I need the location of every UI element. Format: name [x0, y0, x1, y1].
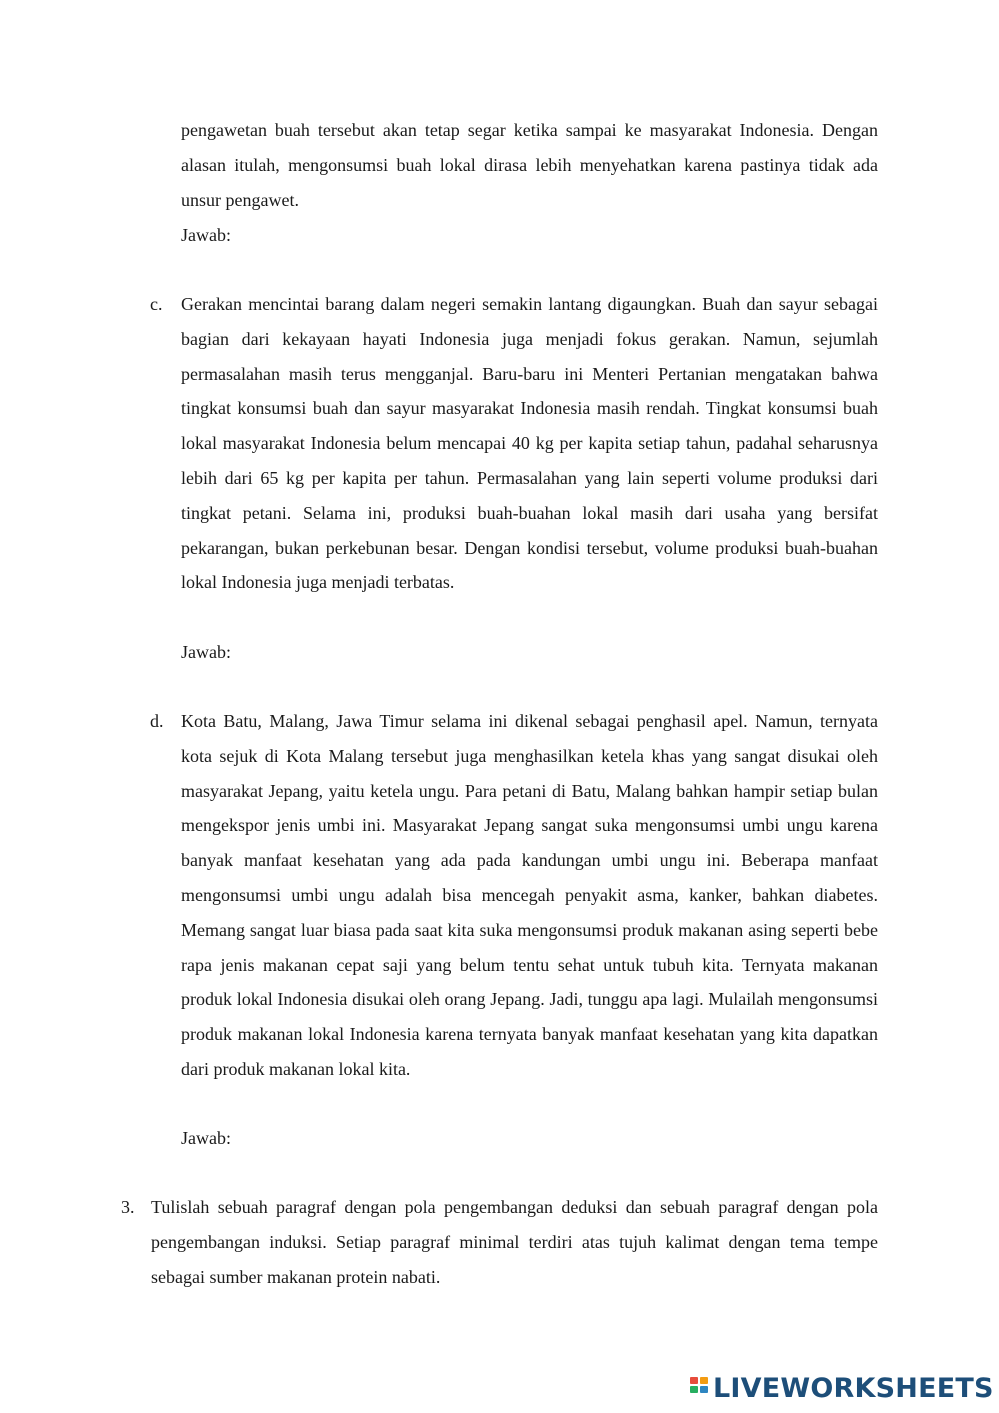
- logo-icon-block-green: [690, 1386, 698, 1393]
- question-3-text: Tulislah sebuah paragraf dengan pola pengembangan deduksi dan sebuah paragraf dengan pola pengembangan induksi. Setiap paragraf minimal terdiri atas tujuh kalimat dengan tema tempe sebagai sumber makanan protein nabati.: [151, 1197, 878, 1287]
- logo-icon-block-orange: [700, 1377, 708, 1384]
- lead-paragraph: pengawetan buah tersebut akan tetap segar ketika sampai ke masyarakat Indonesia. Dengan alasan itulah, mengonsumsi buah lokal dirasa lebih menyehatkan karena pastinya tidak ada unsur pengawet.: [181, 120, 878, 210]
- item-marker: d.: [150, 711, 164, 731]
- item-c-text: Gerakan mencintai barang dalam negeri semakin lantang digaungkan. Buah dan sayur sebagai bagian dari kekayaan hayati Indonesia juga menjadi fokus gerakan. Namun, sejumlah permasalahan masih terus mengganjal. Baru-baru ini Menteri Pertanian mengatakan bahwa tingkat konsumsi buah dan sayur masyarakat Indonesia masih rendah. Tingkat konsumsi buah lokal masyarakat Indonesia belum mencapai 40 kg per kapita setiap tahun, padahal seharusnya lebih dari 65 kg per kapita per tahun. Permasalahan yang lain seperti volume produksi dari tingkat petani. Selama ini, produksi buah-buahan lokal masih dari usaha yang bersifat pekarangan, bukan perkebunan besar. Dengan kondisi tersebut, volume produksi buah-buahan lokal Indonesia juga menjadi terbatas.: [181, 294, 878, 593]
- logo-icon-block-red: [690, 1377, 698, 1384]
- item-marker: c.: [150, 294, 163, 314]
- item-c-answer-label: Jawab:: [181, 642, 231, 662]
- liveworksheets-logo[interactable]: [690, 1372, 994, 1404]
- liveworksheets-logo-icon: [690, 1375, 710, 1401]
- logo-text: LIVEWORKSHEETS: [713, 1372, 994, 1404]
- item-d-answer-label: Jawab:: [181, 1128, 231, 1148]
- question-3-number: 3.: [121, 1197, 135, 1217]
- logo-icon-block-blue: [700, 1386, 708, 1393]
- item-d-text: Kota Batu, Malang, Jawa Timur selama ini dikenal sebagai penghasil apel. Namun, ternyata kota sejuk di Kota Malang tersebut juga menghasilkan ketela khas yang sangat disukai oleh masyarakat Jepang, yaitu ketela ungu. Para petani di Batu, Malang bahkan hampir setiap bulan mengekspor jenis umbi ini. Masyarakat Jepang sangat suka mengonsumsi umbi ungu karena banyak manfaat kesehatan yang ada pada kandungan umbi ungu ini. Beberapa manfaat mengonsumsi umbi ungu adalah bisa mencegah penyakit asma, kanker, bahkan diabetes. Memang sangat luar biasa pada saat kita suka mengonsumsi produk makanan asing seperti bebe rapa jenis makanan cepat saji yang belum tentu sehat untuk tubuh kita. Ternyata makanan produk lokal Indonesia disukai oleh orang Jepang. Jadi, tunggu apa lagi. Mulailah mengonsumsi produk makanan lokal Indonesia karena ternyata banyak manfaat kesehatan yang kita dapatkan dari produk makanan lokal kita.: [181, 711, 878, 1079]
- lead-answer-label: Jawab:: [181, 225, 231, 245]
